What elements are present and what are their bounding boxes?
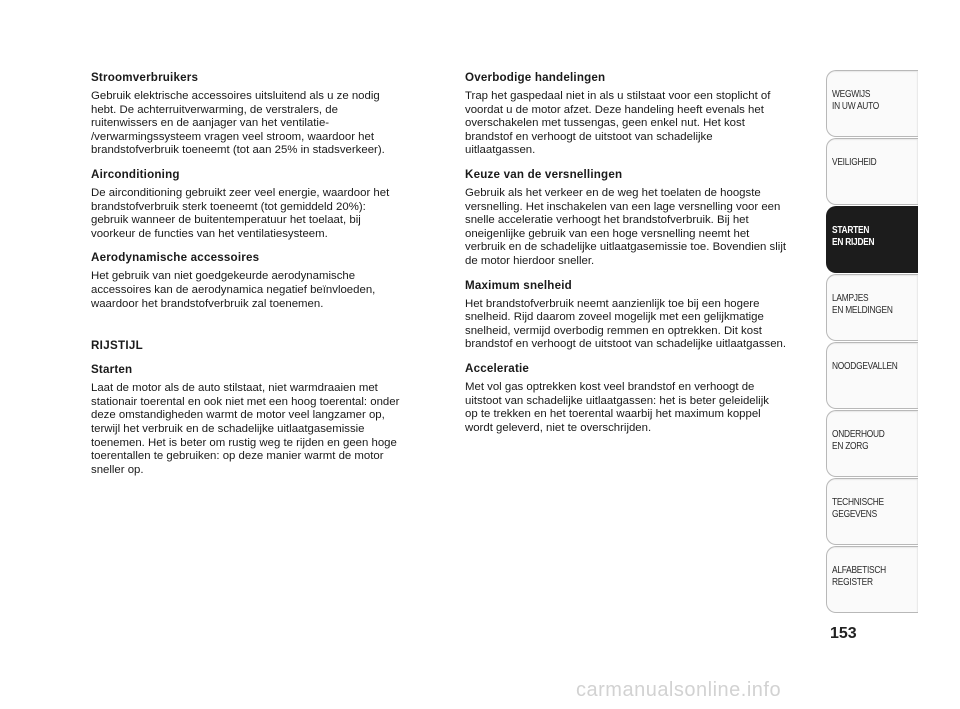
tab-starten-en-rijden[interactable]: [826, 206, 918, 273]
section-heading: Starten: [91, 363, 133, 377]
tab-veiligheid[interactable]: [826, 138, 918, 205]
section-stroomverbruikers: [91, 71, 439, 158]
tab-label: STARTEN EN RIJDEN: [832, 225, 875, 248]
tab-label: ONDERHOUD EN ZORG: [832, 429, 885, 452]
section-body: Het gebruik van niet goedgekeurde aerodynamische accessoires kan de aerodynamica negatief beïnvloeden, waardoor het brandstofverbruik zal toenemen.: [91, 270, 376, 310]
section-keuze-versnellingen: [465, 168, 815, 269]
section-heading: Maximum snelheid: [465, 278, 572, 292]
tab-wegwijs[interactable]: [826, 70, 918, 137]
tab-label: LAMPJES EN MELDINGEN: [832, 293, 893, 316]
tab-lampjes[interactable]: [826, 274, 918, 341]
section-starten: [91, 363, 439, 477]
section-body: De airconditioning gebruikt zeer veel energie, waardoor het brandstofverbruik sterk toeneemt (tot gemiddeld 20%): gebruik wanneer de buitentemperatuur het toelaat, bij voorkeur de functies van het ventilatiesysteem.: [91, 186, 390, 240]
section-heading: Keuze van de versnellingen: [465, 167, 623, 181]
tab-onderhoud[interactable]: [826, 410, 918, 477]
tab-technische-gegevens[interactable]: [826, 478, 918, 545]
section-maximum-snelheid: [465, 279, 815, 352]
section-overbodige-handelingen: [465, 71, 815, 158]
section-body: Trap het gaspedaal niet in als u stilstaat voor een stoplicht of voordat u de motor afzet. Deze handeling heeft evenals het overschakelen met tussengas, geen enkel nut. Het kost brandstof en verhoogt de uitstoot van schadelijke uitlaatgassen.: [465, 90, 771, 157]
tab-label: NOODGEVALLEN: [832, 361, 898, 372]
page-number: 153: [830, 625, 857, 642]
tab-label: ALFABETISCH REGISTER: [832, 565, 886, 588]
section-heading: Airconditioning: [91, 167, 180, 181]
chapter-title: RIJSTIJL: [91, 339, 144, 353]
section-body: Het brandstofverbruik neemt aanzienlijk toe bij een hogere snelheid. Rijd daarom zoveel mogelijk met een gelijkmatige snelheid, vermijd overbodig remmen en optrekken. Dit kost brandstof en verhoogt de uitstoot van schadelijke uitlaatgassen.: [465, 297, 787, 351]
section-heading: Aerodynamische accessoires: [91, 251, 260, 265]
section-aerodynamische-accessoires: [91, 251, 439, 311]
section-body: Laat de motor als de auto stilstaat, niet warmdraaien met stationair toerental en ook niet met een hoog toerental: onder deze omstandigheden warmt de motor veel langzamer op, terwijl het verbruik en de schadelijke uitlaatgasemissie toenemen. Het is beter om rustig weg te rijden en geen hoge toerentallen te gebruiken: op deze manier warmt de motor sneller op.: [91, 382, 400, 476]
section-acceleratie: [465, 362, 815, 435]
section-body: Gebruik elektrische accessoires uitsluitend als u ze nodig hebt. De achterruitverwarming, de verstralers, de ruitenwissers en de aanjager van het ventilatie- /verwarmingssysteem vragen veel stroom, waardoor het brandstofverbruik toeneemt (tot aan 25% in stadsverkeer).: [91, 90, 385, 157]
right-column: [465, 71, 815, 445]
tab-noodgevallen[interactable]: [826, 342, 918, 409]
tab-label: WEGWIJS IN UW AUTO: [832, 89, 880, 112]
tab-label: VEILIGHEID: [832, 157, 877, 168]
watermark: carmanualsonline.info: [576, 679, 782, 701]
left-column: [91, 71, 439, 487]
section-heading: Stroomverbruikers: [91, 71, 199, 84]
section-body: Met vol gas optrekken kost veel brandstof en verhoogt de uitstoot van schadelijke uitlaatgassen: het is beter geleidelijk op te trekken en het toerental waarbij het maximum koppel wordt geleverd, niet te overschrijden.: [465, 380, 769, 434]
section-airconditioning: [91, 168, 439, 241]
chapter-nav-tabs: [826, 70, 918, 614]
section-body: Gebruik als het verkeer en de weg het toelaten de hoogste versnelling. Het inschakelen van een lage versnelling voor een snelle acceleratie verhoogt het brandstofverbruik. Bij het oneigenlijke gebruik van een hoge versnelling neemt het verbruik en de schadelijke uitlaatgasemissie toe. Bovendien slijt de motor hierdoor sneller.: [465, 186, 787, 267]
section-heading: Acceleratie: [465, 361, 530, 375]
tab-alfabetisch-register[interactable]: [826, 546, 918, 613]
tab-label: TECHNISCHE GEGEVENS: [832, 497, 884, 520]
section-heading: Overbodige handelingen: [465, 71, 606, 84]
